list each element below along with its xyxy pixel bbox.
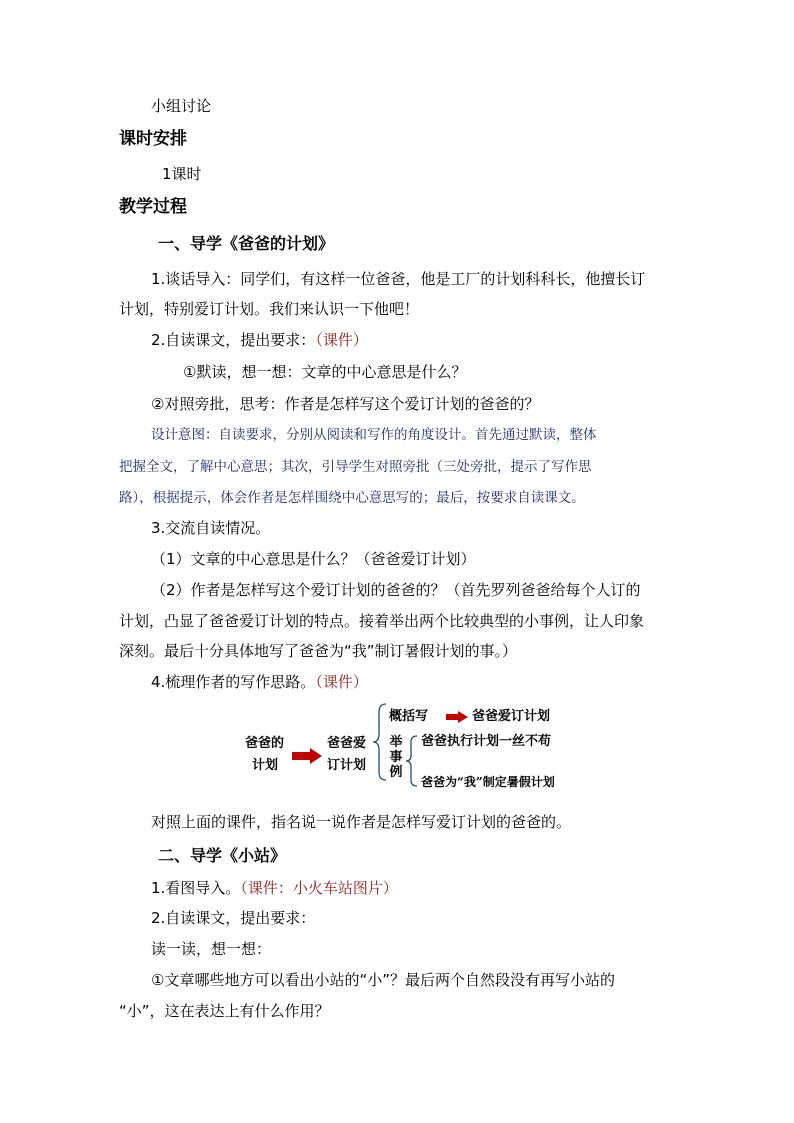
diagram-examples-label-3: 例 (389, 765, 403, 780)
part2-step1 (151, 878, 398, 898)
diagram-example-2: 爸爸为“我”制定暑假计划 (421, 775, 555, 789)
answer-2-line1: （2）作者是怎样写这个爱订计划的爸爸的？（首先罗列爸爸给每个人订的 (151, 581, 641, 599)
part1-reading-request (151, 330, 368, 350)
reading-request-text: 2.自读课文，提出要求： (151, 331, 316, 349)
question-2: ②对照旁批，思考：作者是怎样写这个爱订计划的爸爸的？ (151, 395, 540, 413)
part2-question-line2: “小”，这在表达上有什么作用？ (119, 1002, 330, 1020)
diagram-examples-label-1: 举 (389, 735, 403, 750)
design-intent-line2: 把握全文，了解中心意思；其次，引导学生对照旁批（三处旁批，提示了写作思 (119, 459, 592, 475)
arrow-icon (446, 711, 468, 723)
part2-step1-text: 1.看图导入。 (151, 879, 241, 897)
part2-heading: 二、导学《小站》 (158, 846, 287, 865)
answer-2-line3: 深刻。最后十分具体地写了爸爸为“我”制订暑假计划的事。） (119, 642, 518, 660)
teaching-method: 小组讨论 (151, 97, 212, 115)
diagram-summary-result: 爸爸爱订计划 (472, 709, 551, 724)
courseware-tag-2: （课件） (315, 673, 368, 691)
after-diagram-prompt: 对照上面的课件，指名说一说作者是怎样写爱订计划的爸爸的。 (151, 813, 572, 831)
courseware-tag: （课件） (315, 331, 368, 349)
part2-step2: 2.自读课文，提出要求： (151, 909, 316, 927)
diagram-mid-line2: 订计划 (327, 758, 367, 773)
step4-text: 4.梳理作者的写作思路。 (151, 673, 316, 691)
brace-icon (405, 734, 419, 788)
diagram-mid-line1: 爸爸爱 (327, 736, 367, 751)
answer-1: （1）文章的中心意思是什么？（爸爸爱订计划） (151, 550, 476, 568)
design-intent-line1: 设计意图：自读要求，分别从阅读和写作的角度设计。首先通过默读，整体 (151, 427, 597, 443)
brace-icon (372, 702, 388, 782)
part2-read-think: 读一读，想一想： (151, 940, 272, 958)
part1-intro-line1: 1.谈话导入：同学们，有这样一位爸爸，他是工厂的计划科科长，他擅长订 (151, 270, 646, 288)
question-1: ①默读，想一想：文章的中心意思是什么？ (183, 363, 467, 381)
hours-value: 1课时 (162, 165, 202, 183)
diagram-summary-branch: 概括写 (389, 709, 429, 724)
part1-heading: 一、导学《爸爸的计划》 (158, 234, 335, 253)
section-heading-hours: 课时安排 (119, 129, 187, 149)
design-intent-line3: 路），根据提示，体会作者是怎样围绕中心意思写的；最后，按要求自读课文。 (119, 490, 585, 506)
diagram-root-line1: 爸爸的 (245, 736, 285, 751)
answer-2-line2: 计划，凸显了爸爸爱订计划的特点。接着举出两个比较典型的小事例，让人印象 (119, 612, 645, 630)
arrow-icon (292, 748, 322, 764)
part2-question-line1: ①文章哪些地方可以看出小站的“小”？最后两个自然段没有再写小站的 (151, 971, 615, 989)
diagram-example-1: 爸爸执行计划一丝不苟 (421, 734, 552, 749)
section-heading-process: 教学过程 (119, 197, 187, 217)
part1-intro-line2: 计划，特别爱订计划。我们来认识一下他吧！ (119, 300, 420, 318)
diagram-root-line2: 计划 (252, 758, 279, 773)
part1-step3: 3.交流自读情况。 (151, 519, 271, 537)
courseware-tag-3: （课件：小火车站图片） (240, 879, 398, 897)
writing-structure-diagram (240, 702, 600, 796)
diagram-examples-label-2: 事 (389, 750, 403, 765)
part1-step4 (151, 672, 368, 692)
